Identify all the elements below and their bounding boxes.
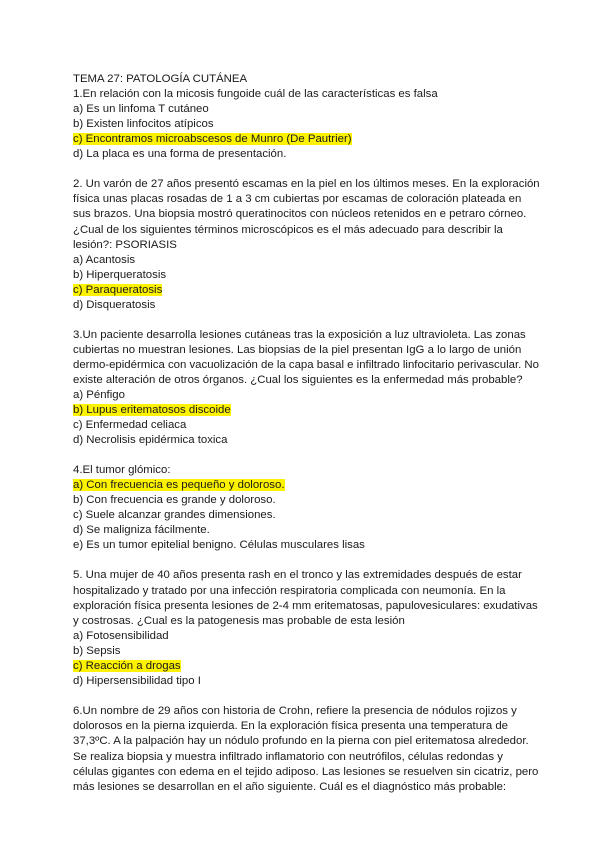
question-stem-line: 3.Un paciente desarrolla lesiones cutáneas tras la exposición a luz ultravioleta. Las zonas	[73, 328, 526, 341]
question-1	[73, 87, 528, 162]
question-stem-line: cubiertas no muestran lesiones. Las biopsias de la piel presentan IgG a lo largo de unión	[73, 344, 522, 357]
question-stem-line: dolorosos en la pierna izquierda. En la exploración física presenta una temperatura de	[73, 720, 509, 733]
question-stem-line: células gigantes con edema en el tejido adiposo. Las lesiones se resuelven sin cicatriz, pero	[73, 765, 539, 778]
answer-option: a) Pénfigo	[73, 389, 125, 402]
answer-option: d) Disqueratosis	[73, 298, 156, 311]
document-content	[73, 72, 540, 810]
question-stem-line: 4.El tumor glómico:	[73, 464, 171, 477]
answer-option: d) Hipersensibilidad tipo I	[73, 675, 201, 688]
answer-option-correct: c) Encontramos microabscesos de Munro (De Pautrier)	[73, 133, 352, 145]
answer-option: d) Necrolisis epidérmica toxica	[73, 434, 228, 447]
question-stem-line: existe alteración de otros órganos. ¿Cual los siguientes es la enfermedad más probable?	[73, 374, 523, 387]
answer-option-correct: a) Con frecuencia es pequeño y doloroso.	[73, 479, 285, 492]
answer-option: b) Existen linfocitos atípicos	[73, 118, 214, 130]
answer-option: b) Sepsis	[73, 645, 121, 658]
answer-option: a) Fotosensibilidad	[73, 630, 169, 643]
question-stem-line: hospitalizado y tratado por una infección respiratoria complicada con neumonía. En la	[73, 584, 506, 597]
question-stem-line: más lesiones se desarrollan en el año siguiente. Cuál es el diagnóstico más probable:	[73, 781, 507, 794]
question-6	[73, 704, 539, 795]
answer-option-correct: c) Reacción a drogas	[73, 660, 181, 673]
document-title: TEMA 27: PATOLOGÍA CUTÁNEA	[73, 73, 248, 85]
answer-option: c) Suele alcanzar grandes dimensiones.	[73, 509, 276, 522]
question-2	[73, 177, 540, 313]
question-stem-line: exploración física presenta lesiones de 2-4 mm eritematosas, papulovesiculares: exudativas	[73, 599, 538, 612]
answer-option: b) Con frecuencia es grande y doloroso.	[73, 494, 276, 507]
question-stem-line: dermo-epidérmica con vacuolización de la capa basal e infiltrado linfocitario perivascular. No	[73, 359, 539, 372]
answer-option: d) Se maligniza fácilmente.	[73, 524, 210, 537]
answer-option: c) Enfermedad celiaca	[73, 419, 187, 432]
question-stem-line: ¿Cual de los siguientes términos microscópicos es el más adecuado para describir la	[73, 223, 503, 236]
answer-option-correct: b) Lupus eritematosos discoide	[73, 404, 231, 417]
question-stem-line: sus brazos. Una biopsia mostró queratinocitos con núcleos retenidos en e petraro córneo.	[73, 208, 527, 221]
answer-option: d) La placa es una forma de presentación.	[73, 148, 287, 160]
question-stem-line: y costrosas. ¿Cual es la patogenesis mas probable de esta lesión	[73, 615, 405, 628]
question-stem-line: 1.En relación con la micosis fungoide cuál de las características es falsa	[73, 88, 438, 100]
answer-option: b) Hiperqueratosis	[73, 268, 167, 281]
answer-option: e) Es un tumor epitelial benigno. Células musculares lisas	[73, 539, 365, 552]
answer-option: a) Es un linfoma T cutáneo	[73, 103, 209, 115]
question-4	[73, 463, 528, 553]
question-stem-line: 2. Un varón de 27 años presentó escamas en la piel en los últimos meses. En la exploración	[73, 178, 540, 190]
question-3	[73, 328, 539, 449]
question-stem-line: 6.Un nombre de 29 años con historia de Crohn, refiere la presencia de nódulos rojizos y	[73, 705, 517, 718]
question-stem-line: lesión?: PSORIASIS	[73, 238, 177, 251]
question-stem-line: física unas placas rosadas de 1 a 3 cm cubiertas por escamas de coloración plateada en	[73, 193, 522, 206]
question-stem-line: Se realiza biopsia y muestra infiltrado inflamatorio con neutrófilos, células redondas y	[73, 750, 503, 763]
answer-option-correct: c) Paraqueratosis	[73, 283, 163, 296]
question-stem-line: 5. Una mujer de 40 años presenta rash en el tronco y las extremidades después de estar	[73, 569, 522, 582]
question-stem-line: 37,3ºC. A la palpación hay un nódulo profundo en la pierna con piel eritematosa alrededor.	[73, 735, 529, 748]
question-5	[73, 568, 538, 689]
answer-option: a) Acantosis	[73, 253, 136, 266]
